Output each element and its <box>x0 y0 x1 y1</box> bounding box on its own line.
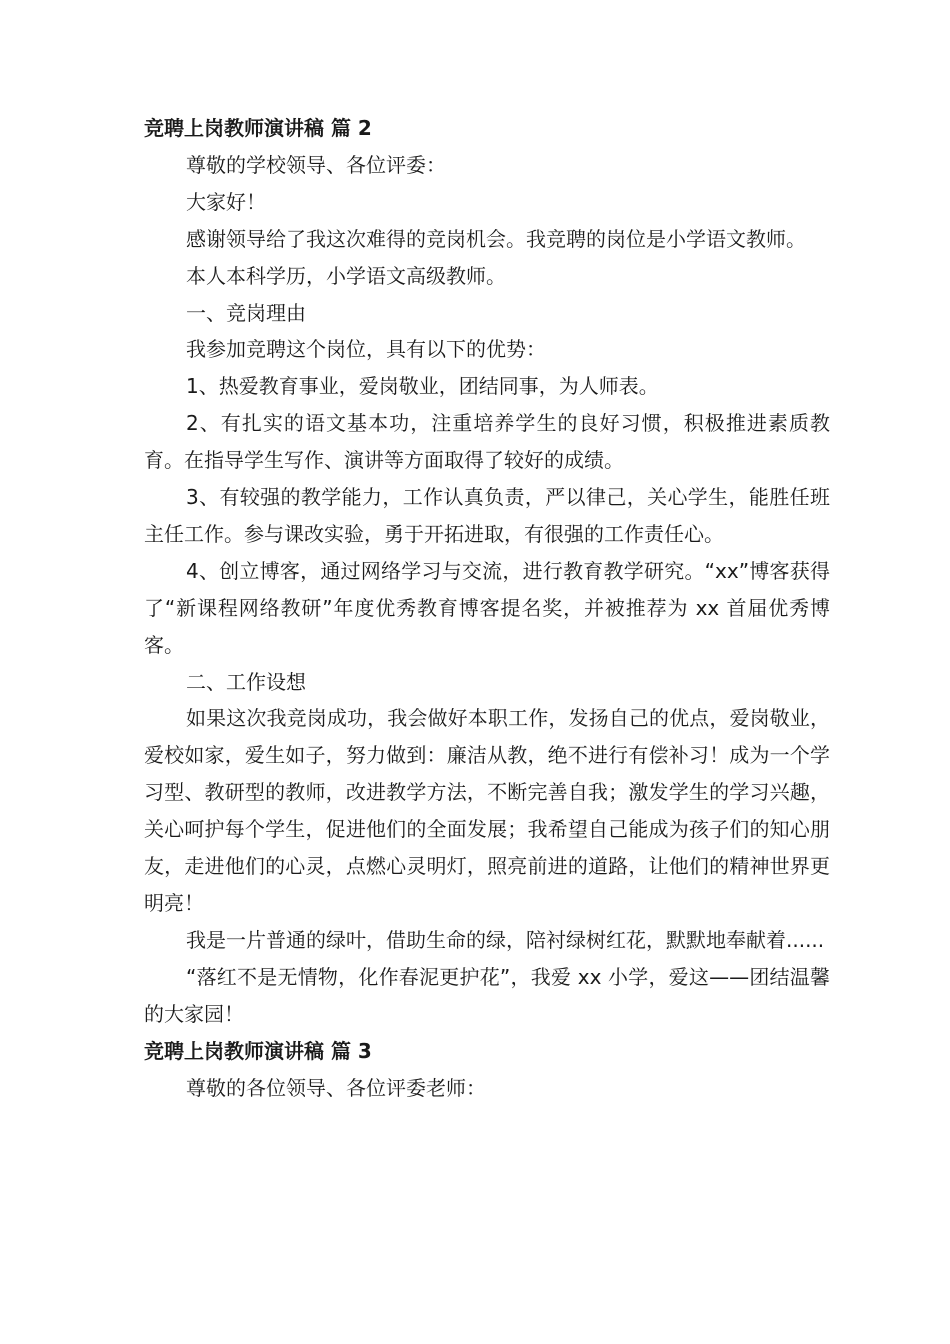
paragraph-green-leaf: 我是一片普通的绿叶，借助生命的绿，陪衬绿树红花，默默地奉献着...... <box>186 927 825 952</box>
paragraph-qualification: 本人本科学历，小学语文高级教师。 <box>186 263 506 288</box>
section-heading-3: 竞聘上岗教师演讲稿 篇 3 <box>144 1038 372 1063</box>
paragraph-salutation: 尊敬的学校领导、各位评委： <box>186 152 446 177</box>
paragraph-advantage-4: 4、创立博客，通过网络学习与交流，进行教育教学研究。“xx”博客获得了“新课程网络教研”年度优秀教育博客提名奖，并被推荐为 xx 首届优秀博客。 <box>144 558 830 657</box>
paragraph-section-plans: 二、工作设想 <box>186 669 306 694</box>
section-heading-2: 竞聘上岗教师演讲稿 篇 2 <box>144 116 372 140</box>
paragraph-salutation-2: 尊敬的各位领导、各位评委老师： <box>186 1075 486 1100</box>
document-body <box>144 110 830 1106</box>
paragraph-advantage-2: 2、有扎实的语文基本功，注重培养学生的良好习惯，积极推进素质教育。在指导学生写作、演讲等方面取得了较好的成绩。 <box>144 411 830 473</box>
paragraph-closing: “落红不是无情物，化作春泥更护花”，我爱 xx 小学，爱这——团结温馨的大家园！ <box>144 964 830 1026</box>
paragraph-advantage-3: 3、有较强的教学能力，工作认真负责，严以律己，关心学生，能胜任班主任工作。参与课改实验，勇于开拓进取，有很强的工作责任心。 <box>144 485 830 546</box>
paragraph-greeting: 大家好！ <box>186 189 266 214</box>
paragraph-thanks: 感谢领导给了我这次难得的竞岗机会。我竞聘的岗位是小学语文教师。 <box>186 226 806 251</box>
paragraph-section-reasons: 一、竞岗理由 <box>186 300 306 325</box>
paragraph-advantage-1: 1、热爱教育事业，爱岗敬业，团结同事，为人师表。 <box>186 374 659 399</box>
paragraph-plans: 如果这次我竞岗成功，我会做好本职工作，发扬自己的优点，爱岗敬业，爱校如家，爱生如子，努力做到：廉洁从教，绝不进行有偿补习！成为一个学习型、教研型的教师，改进教学方法，不断完善自我；激发学生的学习兴趣，关心呵护每个学生，促进他们的全面发展；我希望自己能成为孩子们的知心朋友，走进他们的心灵，点燃心灵明灯，照亮前进的道路，让他们的精神世界更明亮！ <box>144 706 830 916</box>
paragraph-advantages-intro: 我参加竞聘这个岗位，具有以下的优势： <box>186 337 546 362</box>
